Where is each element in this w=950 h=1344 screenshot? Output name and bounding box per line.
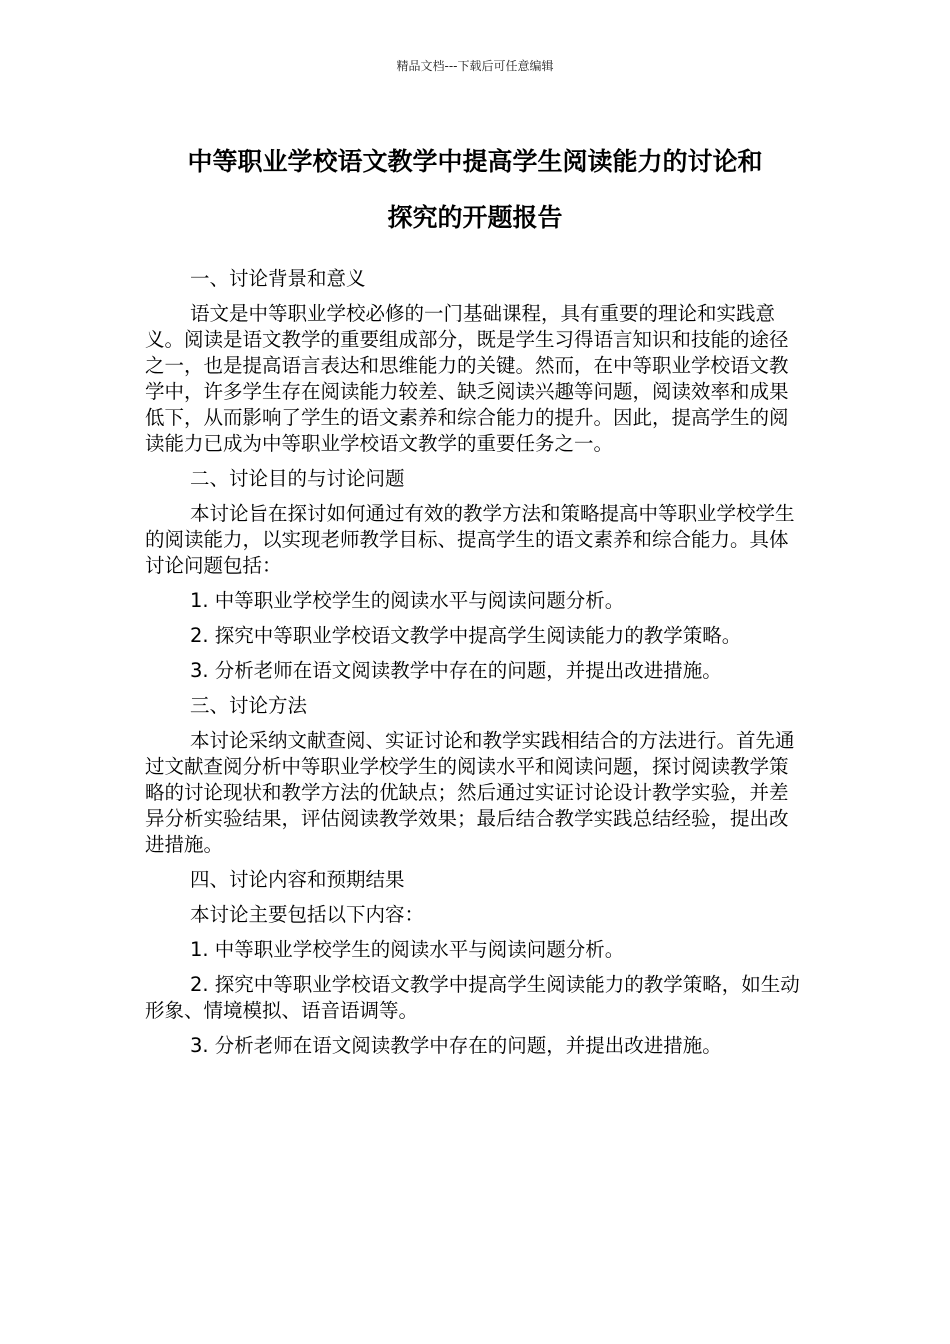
list-item: 1. 中等职业学校学生的阅读水平与阅读问题分析。 <box>190 938 625 961</box>
list-item: 3. 分析老师在语文阅读教学中存在的问题，并提出改进措施。 <box>190 659 722 682</box>
document-title <box>120 134 830 246</box>
list-item: 2. 探究中等职业学校语文教学中提高学生阅读能力的教学策略，如生动形象、情境模拟、语音语调等。 <box>145 973 800 1022</box>
section-heading-purpose: 二、讨论目的与讨论问题 <box>190 467 405 490</box>
paragraph-background: 语文是中等职业学校必修的一门基础课程，具有重要的理论和实践意义。阅读是语文教学的重要组成部分，既是学生习得语言知识和技能的途径之一，也是提高语言表达和思维能力的关键。然而，在中等职业学校语文教学中，许多学生存在阅读能力较差、缺乏阅读兴趣等问题，阅读效率和成果低下，从而影响了学生的语文素养和综合能力的提升。因此，提高学生的阅读能力已成为中等职业学校语文教学的重要任务之一。 <box>145 302 789 455</box>
title-line-2: 探究的开题报告 <box>387 203 563 232</box>
section-heading-content: 四、讨论内容和预期结果 <box>190 868 405 891</box>
header-note: 精品文档---下载后可任意编辑 <box>396 59 554 73</box>
list-item: 2. 探究中等职业学校语文教学中提高学生阅读能力的教学策略。 <box>190 624 742 647</box>
list-item: 1. 中等职业学校学生的阅读水平与阅读问题分析。 <box>190 589 625 612</box>
paragraph-purpose: 本讨论旨在探讨如何通过有效的教学方法和策略提高中等职业学校学生的阅读能力，以实现老师教学目标、提高学生的语文素养和综合能力。具体讨论问题包括： <box>145 502 795 577</box>
section-heading-background: 一、讨论背景和意义 <box>190 267 366 290</box>
document-body <box>145 266 805 1068</box>
paragraph-method: 本讨论采纳文献查阅、实证讨论和教学实践相结合的方法进行。首先通过文献查阅分析中等职业学校学生的阅读水平和阅读问题，探讨阅读教学策略的讨论现状和教学方法的优缺点；然后通过实证讨论设计教学实验，并差异分析实验结果，评估阅读教学效果；最后结合教学实践总结经验，提出改进措施。 <box>145 729 795 856</box>
section-heading-method: 三、讨论方法 <box>190 694 308 717</box>
title-line-1: 中等职业学校语文教学中提高学生阅读能力的讨论和 <box>187 147 763 176</box>
list-item: 3. 分析老师在语文阅读教学中存在的问题，并提出改进措施。 <box>190 1034 722 1057</box>
paragraph-content-intro: 本讨论主要包括以下内容： <box>190 903 425 926</box>
